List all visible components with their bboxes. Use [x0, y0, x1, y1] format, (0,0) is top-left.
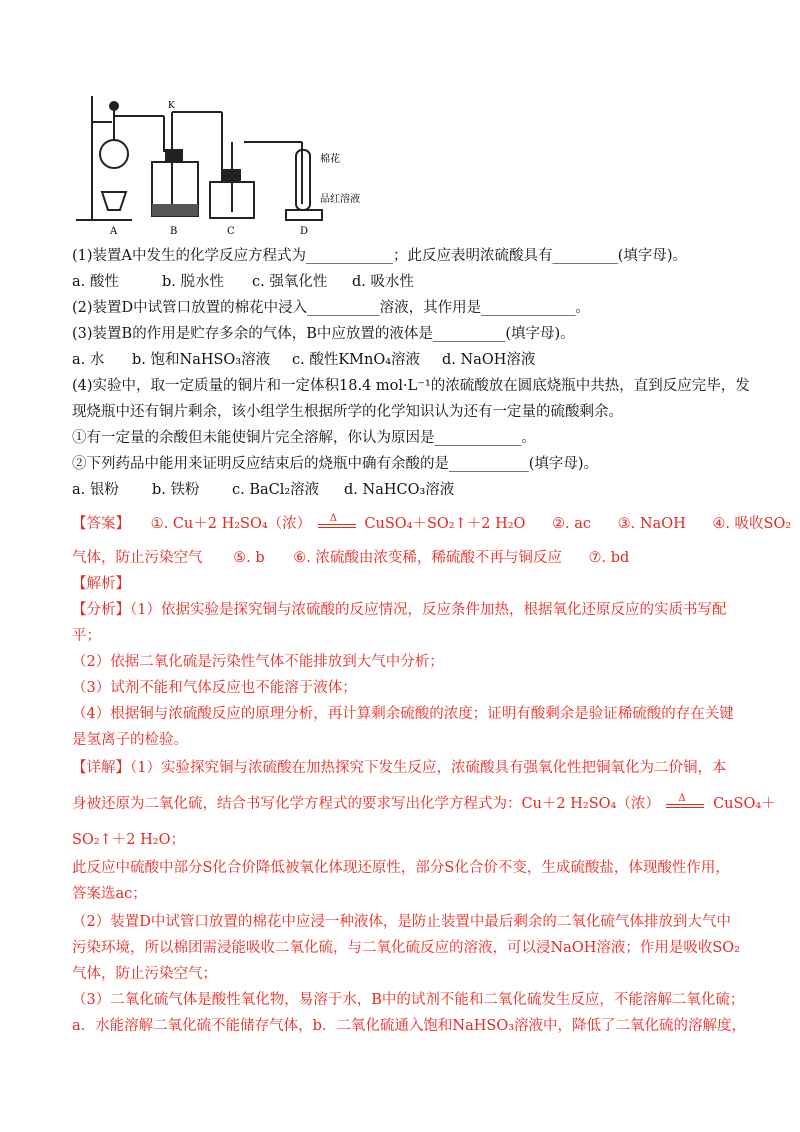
detail-1e: 答案选ac；	[72, 886, 147, 902]
question-1-options	[72, 272, 414, 292]
option: d. NaOH溶液	[442, 352, 536, 368]
heat-arrow	[316, 514, 360, 534]
answer-line-1	[72, 514, 791, 534]
question-4-sub-1: ①有一定量的余酸但未能使铜片完全溶解，你认为原因是____________。	[72, 430, 536, 446]
detail-1b-pre: 身被还原为二氧化硫，结合书写化学方程式的要求写出化学方程式为：Cu＋2 H₂SO₄（浓）	[72, 796, 660, 812]
question-3-options	[72, 350, 535, 370]
option: c. 强氧化性	[252, 274, 328, 290]
answer-4: ④. 吸收SO₂	[712, 516, 792, 532]
label-b: B	[170, 226, 178, 237]
option: d. 吸水性	[352, 274, 414, 290]
detail-1b	[72, 794, 776, 814]
delta-symbol: Δ	[678, 793, 686, 804]
question-4-line-1: (4)实验中，取一定质量的铜片和一定体积18.4 mol·L⁻¹的浓硫酸放在圆底烧瓶中共热，直到反应完毕，发	[72, 378, 750, 394]
detail-1b-post: CuSO₄＋	[713, 796, 776, 812]
label-c: C	[227, 226, 235, 237]
option: b. 铁粉	[152, 482, 200, 498]
detail-2b: 污染环境，所以棉团需浸能吸收二氧化硫，与二氧化硫反应的溶液，可以浸NaOH溶液；作用是吸收SO₂	[72, 940, 740, 956]
analysis-2: （2）依据二氧化硫是污染性气体不能排放到大气中分析；	[72, 654, 444, 670]
answer-2: ②. ac	[552, 516, 592, 532]
fenxi-tag: 【分析】	[72, 602, 130, 618]
analysis-4: （4）根据铜与浓硫酸反应的原理分析，再计算剩余硫酸的浓度；证明有酸剩余是验证稀硫酸的存在关键	[72, 706, 734, 722]
option: c. BaCl₂溶液	[232, 482, 320, 498]
question-4-line-2: 现烧瓶中还有铜片剩余，该小组学生根据所学的化学知识认为还有一定量的硫酸剩余。	[72, 404, 623, 420]
option: c. 酸性KMnO₄溶液	[292, 352, 421, 368]
label-solution: 品红溶液	[320, 194, 360, 205]
answer-tag: 【答案】	[72, 516, 130, 532]
answer-1-pre: ①. Cu＋2 H₂SO₄（浓）	[150, 516, 312, 532]
detail-tag: 【详解】	[72, 760, 130, 776]
fenxi-1: （1）依据实验是探究铜与浓硫酸的反应情况，反应条件加热，根据氧化还原反应的实质书写配	[130, 602, 727, 618]
analysis-tag: 【解析】	[72, 576, 130, 592]
question-2: (2)装置D中试管口放置的棉花中浸入__________溶液，其作用是_____________。	[72, 300, 590, 316]
label-d: D	[300, 226, 309, 237]
analysis-1	[72, 600, 726, 620]
label-k: K	[168, 101, 175, 111]
answer-1-post: CuSO₄＋SO₂↑＋2 H₂O	[364, 516, 526, 532]
delta-symbol: Δ	[329, 513, 338, 524]
label-a: A	[110, 226, 118, 237]
heat-arrow	[664, 794, 708, 814]
answer-3: ③. NaOH	[617, 516, 686, 532]
answer-7: ⑦. bd	[588, 550, 630, 566]
detail-3b: a．水能溶解二氧化硫不能储存气体，b．二氧化硫通入饱和NaHSO₃溶液中，降低了二氧化硫的溶解度，	[72, 1018, 747, 1034]
question-3: (3)装置B的作用是贮存多余的气体，B中应放置的液体是__________(填字母)。	[72, 326, 575, 342]
option: a. 银粉	[72, 482, 119, 498]
option: a. 酸性	[72, 274, 119, 290]
analysis-3: （3）试剂不能和气体反应也不能溶于液体；	[72, 680, 357, 696]
answer-line-2	[72, 548, 629, 568]
detail-1	[72, 758, 726, 778]
option: a. 水	[72, 352, 105, 368]
answer-6: ⑥. 浓硫酸由浓变稀，稀硫酸不再与铜反应	[293, 550, 562, 566]
analysis-1b: 平；	[72, 628, 101, 644]
detail-1d: 此反应中硫酸中部分S化合价降低被氧化体现还原性，部分S化合价不变，生成硫酸盐，体现酸性作用，	[72, 860, 730, 876]
question-1: (1)装置A中发生的化学反应方程式为____________；此反应表明浓硫酸具有_________(填字母)。	[72, 248, 688, 264]
apparatus-figure	[72, 92, 372, 240]
detail-2c: 气体，防止污染空气；	[72, 966, 217, 982]
option: b. 饱和NaHSO₃溶液	[132, 352, 271, 368]
option: b. 脱水性	[162, 274, 224, 290]
label-cotton: 棉花	[320, 154, 340, 165]
analysis-4b: 是氢离子的检验。	[72, 732, 188, 748]
option: d. NaHCO₃溶液	[344, 482, 455, 498]
question-4-options	[72, 480, 454, 500]
answer-5: ⑤. b	[233, 550, 265, 566]
question-4-sub-2: ②下列药品中能用来证明反应结束后的烧瓶中确有余酸的是___________(填字母)。	[72, 456, 599, 472]
detail-1c: SO₂↑＋2 H₂O；	[72, 832, 185, 848]
answer-4-cont: 气体，防止污染空气	[72, 550, 203, 566]
detail-3a: （3）二氧化硫气体是酸性氧化物，易溶于水，B中的试剂不能和二氧化硫发生反应，不能溶解二氧化硫；	[72, 992, 745, 1008]
detail-2a: （2）装置D中试管口放置的棉花中应浸一种液体，是防止装置中最后剩余的二氧化硫气体排放到大气中	[72, 914, 731, 930]
detail-1a: （1）实验探究铜与浓硫酸在加热探究下发生反应，浓硫酸具有强氧化性把铜氧化为二价铜，本	[130, 760, 727, 776]
